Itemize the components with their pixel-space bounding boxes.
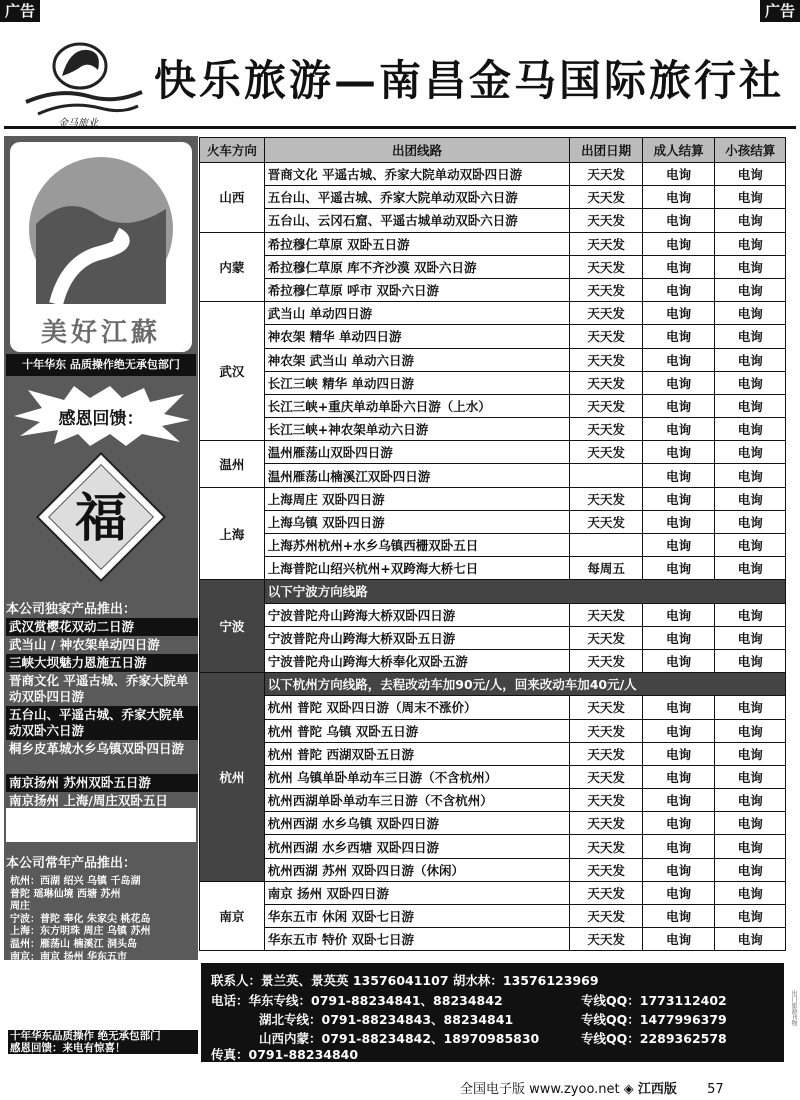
card-title: 美好江蘇 [40, 318, 161, 348]
table-row [200, 696, 786, 719]
exclusive-item: 五台山、平遥古城、乔家大院单动双卧六日游 [6, 706, 198, 740]
date-cell: 天天发 [570, 858, 643, 881]
page-footer [460, 1078, 724, 1097]
child-price-cell: 电询 [715, 163, 786, 186]
adult-price-cell: 电询 [642, 557, 715, 580]
date-cell: 天天发 [570, 812, 643, 835]
route-cell: 杭州西湖 水乡西塘 双卧四日游 [264, 835, 570, 858]
adult-price-cell: 电询 [642, 812, 715, 835]
date-cell: 天天发 [570, 719, 643, 742]
child-price-cell: 电询 [715, 371, 786, 394]
adult-price-cell: 电询 [642, 905, 715, 928]
child-price-cell: 电询 [715, 881, 786, 904]
regular-line: 周庄 [10, 901, 30, 913]
table-row [200, 348, 786, 371]
table-row [200, 163, 786, 186]
table-row [200, 719, 786, 742]
child-price-cell: 电询 [715, 278, 786, 301]
route-cell: 杭州西湖 水乡乌镇 双卧四日游 [264, 812, 570, 835]
date-cell: 天天发 [570, 209, 643, 232]
contact-line: 湖北专线：0791-88234843、88234841 [259, 1012, 514, 1027]
city-cell: 上海 [200, 487, 265, 580]
footer-site[interactable]: 全国电子版 www.zyoo.net [460, 1082, 620, 1097]
route-cell: 宁波普陀舟山跨海大桥双卧五日游 [264, 626, 570, 649]
date-cell: 天天发 [570, 348, 643, 371]
table-row [200, 881, 786, 904]
child-price-cell: 电询 [715, 789, 786, 812]
child-price-cell: 电询 [715, 603, 786, 626]
route-cell: 杭州西湖单卧单动车三日游（不含杭州） [264, 789, 570, 812]
table-header-row [200, 138, 786, 163]
regular-line: 南京：南京 扬州 华东五市 [10, 951, 127, 963]
child-price-cell: 电询 [715, 765, 786, 788]
date-cell: 天天发 [570, 371, 643, 394]
adult-price-cell: 电询 [642, 789, 715, 812]
regular-line: 普陀 瑶琳仙境 西塘 苏州 [10, 888, 121, 900]
child-price-cell: 电询 [715, 557, 786, 580]
child-price-cell: 电询 [715, 858, 786, 881]
adult-price-cell: 电询 [642, 510, 715, 533]
adult-price-cell: 电询 [642, 278, 715, 301]
table-row [200, 464, 786, 487]
adult-price-cell: 电询 [642, 302, 715, 325]
logo-text: 金马旅业 [58, 118, 98, 128]
fu-diamond-icon [36, 452, 166, 582]
exclusive-item: 南京扬州 苏州双卧五日游 [6, 774, 198, 792]
adult-price-cell: 电询 [642, 696, 715, 719]
child-price-cell: 电询 [715, 255, 786, 278]
ad-tag-right: 广告 [760, 0, 800, 22]
adult-price-cell: 电询 [642, 928, 715, 951]
date-cell: 天天发 [570, 905, 643, 928]
route-cell: 希拉穆仁草原 双卧五日游 [264, 232, 570, 255]
route-table [199, 137, 786, 951]
sidebar-footer [8, 1030, 198, 1054]
route-cell: 南京 扬州 双卧四日游 [264, 881, 570, 904]
regular-line: 宁波：普陀 奉化 朱家尖 桃花岛 [10, 913, 151, 925]
col-header: 出团日期 [570, 138, 643, 163]
date-cell: 天天发 [570, 302, 643, 325]
thanks-label: 感恩回馈： [58, 409, 144, 429]
route-cell: 杭州西湖 苏州 双卧四日游（休闲） [264, 858, 570, 881]
route-cell: 杭州 普陀 双卧四日游（周末不涨价） [264, 696, 570, 719]
route-cell: 宁波普陀舟山跨海大桥奉化双卧五游 [264, 649, 570, 672]
route-cell: 希拉穆仁草原 库不齐沙漠 双卧六日游 [264, 255, 570, 278]
city-cell: 南京 [200, 881, 265, 951]
date-cell: 每周五 [570, 557, 643, 580]
exclusive-item: 桐乡皮革城水乡乌镇双卧四日游 [9, 741, 185, 756]
ad-tag-left: 广告 [0, 0, 40, 22]
fu-char: 福 [74, 488, 128, 549]
adult-price-cell: 电询 [642, 348, 715, 371]
route-cell: 神农架 精华 单动四日游 [264, 325, 570, 348]
date-cell [570, 464, 643, 487]
city-cell: 杭州 [200, 673, 265, 882]
child-price-cell: 电询 [715, 487, 786, 510]
route-cell: 温州雁荡山楠溪江双卧四日游 [264, 464, 570, 487]
date-cell: 天天发 [570, 789, 643, 812]
adult-price-cell: 电询 [642, 487, 715, 510]
route-cell: 希拉穆仁草原 呼市 双卧六日游 [264, 278, 570, 301]
date-cell: 天天发 [570, 232, 643, 255]
child-price-cell: 电询 [715, 418, 786, 441]
child-price-cell: 电询 [715, 649, 786, 672]
adult-price-cell: 电询 [642, 719, 715, 742]
exclusive-item: 南京扬州 上海/周庄双卧五日 [9, 793, 168, 808]
contact-line: 山西内蒙：0791-88234842、18970985830 [259, 1031, 540, 1046]
adult-price-cell: 电询 [642, 534, 715, 557]
child-price-cell: 电询 [715, 905, 786, 928]
adult-price-cell: 电询 [642, 325, 715, 348]
route-cell: 宁波普陀舟山跨海大桥双卧四日游 [264, 603, 570, 626]
table-row [200, 835, 786, 858]
table-row [200, 789, 786, 812]
date-cell [570, 534, 643, 557]
city-cell: 内蒙 [200, 232, 265, 302]
route-cell: 五台山、平遥古城、乔家大院单动双卧六日游 [264, 186, 570, 209]
date-cell: 天天发 [570, 186, 643, 209]
route-cell: 上海乌镇 双卧四日游 [264, 510, 570, 533]
table-row [200, 255, 786, 278]
note-row [200, 673, 786, 696]
horse-logo-icon [18, 36, 148, 128]
adult-price-cell: 电询 [642, 232, 715, 255]
regular-line: 湖北：武当山 神农架 长江三峡等 [10, 1014, 157, 1026]
date-cell: 天天发 [570, 696, 643, 719]
table-row [200, 626, 786, 649]
route-cell: 武当山 单动四日游 [264, 302, 570, 325]
sidebar-footer-line: 十年华东品质操作 绝无承包部门 [10, 1030, 161, 1042]
regular-line: 上海：东方明珠 周庄 乌镇 苏州 [10, 926, 151, 938]
table-row [200, 905, 786, 928]
child-price-cell: 电询 [715, 719, 786, 742]
route-cell: 长江三峡+重庆单动单卧六日游（上水） [264, 394, 570, 417]
contact-qq: 专线QQ：1773112402 [581, 993, 727, 1008]
regular-line: 温州：雁荡山 楠溪江 洞头岛 [10, 938, 137, 950]
adult-price-cell: 电询 [642, 649, 715, 672]
exclusive-item: 武汉赏樱花双动二日游 [6, 618, 198, 636]
date-cell: 天天发 [570, 418, 643, 441]
table-row [200, 858, 786, 881]
route-cell: 长江三峡 精华 单动四日游 [264, 371, 570, 394]
table-row [200, 325, 786, 348]
table-row [200, 603, 786, 626]
regular-title: 本公司常年产品推出： [6, 856, 137, 871]
adult-price-cell: 电询 [642, 371, 715, 394]
exclusive-item: 武当山 / 神农架单动四日游 [9, 637, 160, 652]
child-price-cell: 电询 [715, 302, 786, 325]
contact-qq: 专线QQ：2289362578 [581, 1031, 727, 1046]
sidebar-footer-line: 感恩回馈：来电有惊喜！ [10, 1042, 126, 1054]
date-cell: 天天发 [570, 278, 643, 301]
direction-note: 以下杭州方向线路，去程改动车加90元/人，回来改动车加40元/人 [264, 673, 785, 696]
table-row [200, 209, 786, 232]
route-cell: 晋商文化 平遥古城、乔家大院单动双卧四日游 [264, 163, 570, 186]
child-price-cell: 电询 [715, 464, 786, 487]
route-cell: 长江三峡+神农架单动六日游 [264, 418, 570, 441]
table-row [200, 928, 786, 951]
date-cell: 天天发 [570, 487, 643, 510]
child-price-cell: 电询 [715, 696, 786, 719]
route-cell: 杭州 乌镇单卧单动车三日游（不含杭州） [264, 765, 570, 788]
adult-price-cell: 电询 [642, 881, 715, 904]
table-row [200, 510, 786, 533]
table-row [200, 534, 786, 557]
date-cell: 天天发 [570, 649, 643, 672]
child-price-cell: 电询 [715, 812, 786, 835]
contact-qq: 专线QQ：1477996379 [581, 1012, 727, 1027]
note-row [200, 580, 786, 603]
adult-price-cell: 电询 [642, 742, 715, 765]
contact-line: 电话：华东专线：0791-88234841、88234842 [211, 993, 503, 1008]
regular-list [10, 876, 194, 1027]
date-cell: 天天发 [570, 626, 643, 649]
jiangsu-card [10, 142, 192, 352]
table-row [200, 765, 786, 788]
adult-price-cell: 电询 [642, 858, 715, 881]
contact-line: 联系人：景兰英、景英英 13576041107 胡水林：13576123969 [211, 973, 599, 988]
route-cell: 华东五市 休闲 双卧七日游 [264, 905, 570, 928]
adult-price-cell: 电询 [642, 603, 715, 626]
table-row [200, 302, 786, 325]
table-row [200, 186, 786, 209]
child-price-cell: 电询 [715, 232, 786, 255]
adult-price-cell: 电询 [642, 186, 715, 209]
regular-line: 太原：晋商文化 五台山 平遥古城 [10, 964, 157, 976]
regular-line: 乔家大院 [10, 976, 50, 988]
col-header: 小孩结算 [715, 138, 786, 163]
date-cell: 天天发 [570, 325, 643, 348]
adult-price-cell: 电询 [642, 418, 715, 441]
date-cell: 天天发 [570, 928, 643, 951]
contact-fax: 传真：0791-88234840 [211, 1047, 359, 1062]
table-row [200, 394, 786, 417]
adult-price-cell: 电询 [642, 464, 715, 487]
regular-line: 成吉思汗陵 [10, 1001, 60, 1013]
city-cell: 温州 [200, 441, 265, 487]
route-cell: 神农架 武当山 单动六日游 [264, 348, 570, 371]
route-body [200, 163, 786, 951]
route-cell: 上海周庄 双卧四日游 [264, 487, 570, 510]
table-row [200, 278, 786, 301]
child-price-cell: 电询 [715, 209, 786, 232]
child-price-cell: 电询 [715, 742, 786, 765]
table-row [200, 487, 786, 510]
child-price-cell: 电询 [715, 348, 786, 371]
sidebar [4, 136, 198, 1054]
page-number: 57 [707, 1082, 724, 1097]
date-cell: 天天发 [570, 394, 643, 417]
child-price-cell: 电询 [715, 928, 786, 951]
adult-price-cell: 电询 [642, 835, 715, 858]
date-cell: 天天发 [570, 881, 643, 904]
city-cell: 武汉 [200, 302, 265, 441]
city-cell: 宁波 [200, 580, 265, 673]
date-cell: 天天发 [570, 510, 643, 533]
banner-title: 快乐旅游—南昌金马国际旅行社 [154, 56, 785, 105]
col-header: 火车方向 [200, 138, 265, 163]
date-cell: 天天发 [570, 742, 643, 765]
route-cell: 杭州 普陀 乌镇 双卧五日游 [264, 719, 570, 742]
side-note: 出门旅游刊物 [790, 990, 797, 1026]
adult-price-cell: 电询 [642, 163, 715, 186]
regular-line: 内蒙：希拉穆仁大草原 神奇响沙湾 [10, 989, 164, 1001]
date-cell: 天天发 [570, 765, 643, 788]
exclusive-title: 本公司独家产品推出： [6, 602, 137, 617]
date-cell: 天天发 [570, 255, 643, 278]
table-row [200, 812, 786, 835]
child-price-cell: 电询 [715, 534, 786, 557]
route-cell: 上海普陀山绍兴杭州+双跨海大桥七日 [264, 557, 570, 580]
exclusive-item: 三峡大坝魅力恩施五日游 [6, 654, 198, 672]
contact-box [201, 963, 784, 1062]
child-price-cell: 电询 [715, 394, 786, 417]
date-cell: 天天发 [570, 441, 643, 464]
date-cell: 天天发 [570, 835, 643, 858]
table-row [200, 371, 786, 394]
route-cell: 上海苏州杭州+水乡乌镇西栅双卧五日 [264, 534, 570, 557]
regular-line: 杭州：西湖 绍兴 乌镇 千岛湖 [10, 876, 141, 887]
adult-price-cell: 电询 [642, 441, 715, 464]
slogan: 十年华东 品质操作绝无承包部门 [6, 354, 196, 376]
table-row [200, 742, 786, 765]
child-price-cell: 电询 [715, 186, 786, 209]
route-cell: 杭州 普陀 西湖双卧五日游 [264, 742, 570, 765]
route-cell: 华东五市 特价 双卧七日游 [264, 928, 570, 951]
footer-edition: 江西版 [637, 1082, 677, 1097]
col-header: 成人结算 [642, 138, 715, 163]
col-header: 出团线路 [264, 138, 570, 163]
table-row [200, 557, 786, 580]
adult-price-cell: 电询 [642, 626, 715, 649]
exclusive-item: 晋商文化 平遥古城、乔家大院单动双卧四日游 [9, 673, 189, 704]
logo-icon: ◈ [623, 1082, 634, 1097]
table-row [200, 441, 786, 464]
adult-price-cell: 电询 [642, 209, 715, 232]
adult-price-cell: 电询 [642, 394, 715, 417]
child-price-cell: 电询 [715, 510, 786, 533]
blank-box [6, 808, 196, 842]
date-cell: 天天发 [570, 163, 643, 186]
city-cell: 山西 [200, 163, 265, 233]
direction-note: 以下宁波方向线路 [264, 580, 785, 603]
route-cell: 五台山、云冈石窟、平遥古城单动双卧六日游 [264, 209, 570, 232]
adult-price-cell: 电询 [642, 765, 715, 788]
table-row [200, 418, 786, 441]
date-cell: 天天发 [570, 603, 643, 626]
child-price-cell: 电询 [715, 835, 786, 858]
table-row [200, 232, 786, 255]
child-price-cell: 电询 [715, 325, 786, 348]
route-cell: 温州雁荡山双卧四日游 [264, 441, 570, 464]
child-price-cell: 电询 [715, 441, 786, 464]
landscape-icon [26, 154, 176, 304]
header [4, 22, 796, 129]
child-price-cell: 电询 [715, 626, 786, 649]
table-row [200, 649, 786, 672]
adult-price-cell: 电询 [642, 255, 715, 278]
